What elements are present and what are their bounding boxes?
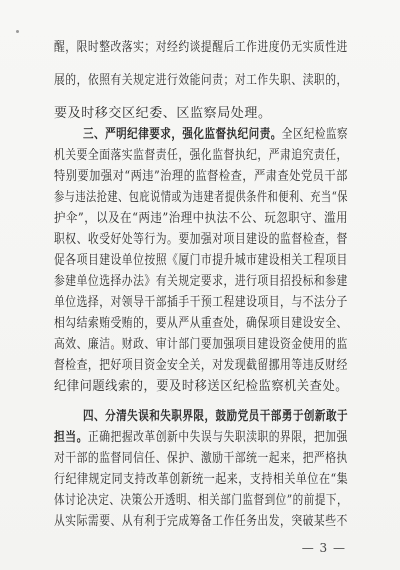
text-line: 单位选择，对领导干部插手干预工程建设项目，与不法分子 <box>54 295 348 310</box>
text-line: 机关要全面落实监督责任，强化监督执纪，严肃追究责任， <box>54 148 348 163</box>
text-line: 高效、廉洁。财政、审计部门要加强项目建设资金使用的监 <box>54 337 348 352</box>
text-line: 职权、收受好处等行为。要加强对项目建设的监督检查，督 <box>54 232 348 247</box>
text-line: 护伞”，以及在“两违”治理中执法不公、玩忽职守、滥用 <box>54 211 349 226</box>
section3-first-line-rest: 全区纪检监察 <box>281 127 349 142</box>
text-line: 要及时移交区纪委、区监察局处理。 <box>54 106 272 121</box>
section3-heading: 三、严明纪律要求，强化监督执纪问责。 <box>83 127 282 142</box>
text-line: 督检查，把好项目资金安全关，对发现截留挪用等违反财经 <box>54 358 348 373</box>
text-line: 展的，依照有关规定进行效能问责；对工作失职、渎职的， <box>54 73 348 88</box>
text-line: 体讨论决定、决策公开透明、相关部门监督到位”的前提下， <box>54 493 349 508</box>
text-line: 醒，限时整改落实；对经约谈提醒后工作进度仍无实质性进 <box>54 40 348 55</box>
page-number: — 3 — <box>301 541 346 555</box>
text-line <box>0 430 400 446</box>
text-line: 参与违法抢建、包庇说情或为违建者提供条件和便利、充当“保 <box>54 190 348 205</box>
section4-heading-end: 担当。 <box>54 430 88 445</box>
section4-heading: 四、分清失误和失职界限，鼓励党员干部勇于创新敢于 <box>83 409 349 424</box>
text-line: 从实际需要、从有利于完成筹备工作任务出发，突破某些不 <box>54 514 348 529</box>
section-heading <box>0 127 400 143</box>
text-line: 行纪律规定同支持改革创新统一起来，支持相关单位在“集 <box>54 472 349 487</box>
text-line: 特别要加强对“两违”治理的监督检查，严肃查处党员干部 <box>54 169 348 184</box>
text-line: 纪律问题线索的，要及时移送区纪检监察机关查处。 <box>54 379 349 394</box>
text-line: 参建单位选择办法》有关规定要求，进行项目招投标和参建 <box>54 274 348 289</box>
text-line: 促各项目建设单位按照《厦门市提升城市建设相关工程项目 <box>54 253 348 268</box>
scan-speck <box>16 30 19 33</box>
text-line: 对干部的监督同信任、保护、激励干部统一起来，把严格执 <box>54 451 348 466</box>
section4-line-rest: 正确把握改革创新中失误与失职渎职的界限，把加强 <box>87 430 348 445</box>
text-line: 相勾结索贿受贿的，要从严从重查处，确保项目建设安全、 <box>54 316 348 331</box>
